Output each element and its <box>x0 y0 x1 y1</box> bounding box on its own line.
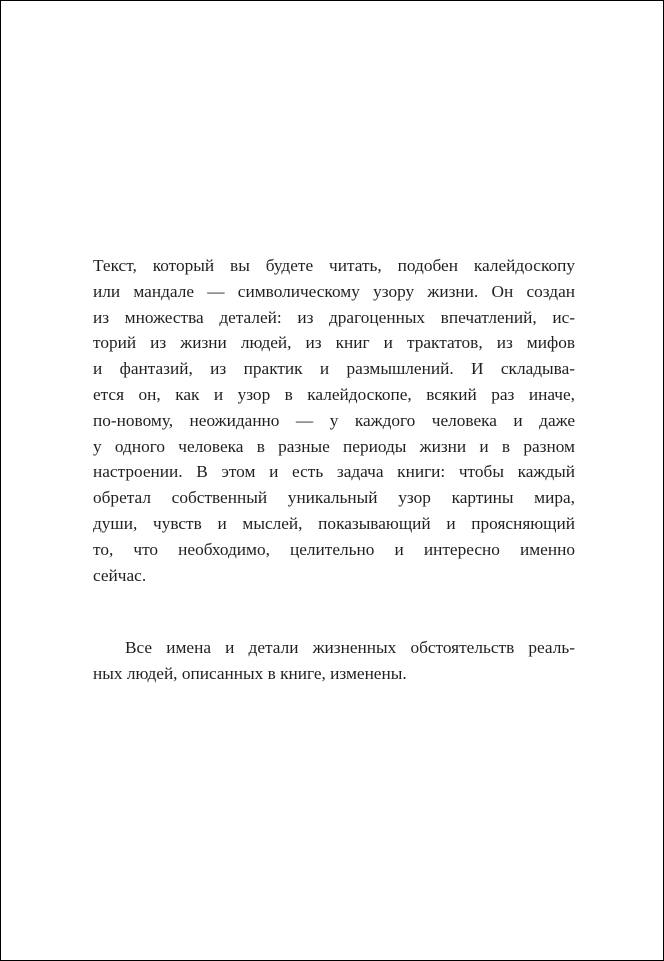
text-line: Все имена и детали жизненных обстоятельств реаль- <box>125 638 575 657</box>
text-line: Текст, который вы будете читать, подобен калейдоскопу <box>93 256 575 275</box>
text-line: обретал собственный уникальный узор картины мира, <box>93 488 575 508</box>
text-line: по-новому, неожиданно — у каждого человека и даже <box>93 410 575 430</box>
text-line: ется он, как и узор в калейдоскопе, всякий раз иначе, <box>93 384 575 404</box>
text-line: настроении. В этом и есть задача книги: чтобы каждый <box>93 462 575 482</box>
text-line: у одного человека в разные периоды жизни и в разном <box>93 436 575 456</box>
text-line: то, что необходимо, целительно и интересно именно <box>93 539 575 559</box>
text-line: души, чувств и мыслей, показывающий и проясняющий <box>93 513 575 533</box>
text-line: сейчас. <box>93 565 147 585</box>
text-line: ных людей, описанных в книге, изменены. <box>93 663 407 683</box>
text-line: или мандале — символическому узору жизни. Он создан <box>93 281 575 301</box>
text-line: торий из жизни людей, из книг и трактатов, из мифов <box>93 333 575 353</box>
text-line: и фантазий, из практик и размышлений. И складыва- <box>93 359 575 379</box>
text-line: из множества деталей: из драгоценных впечатлений, ис- <box>93 307 575 327</box>
disclaimer-paragraph <box>93 635 575 687</box>
main-paragraph <box>93 253 575 588</box>
